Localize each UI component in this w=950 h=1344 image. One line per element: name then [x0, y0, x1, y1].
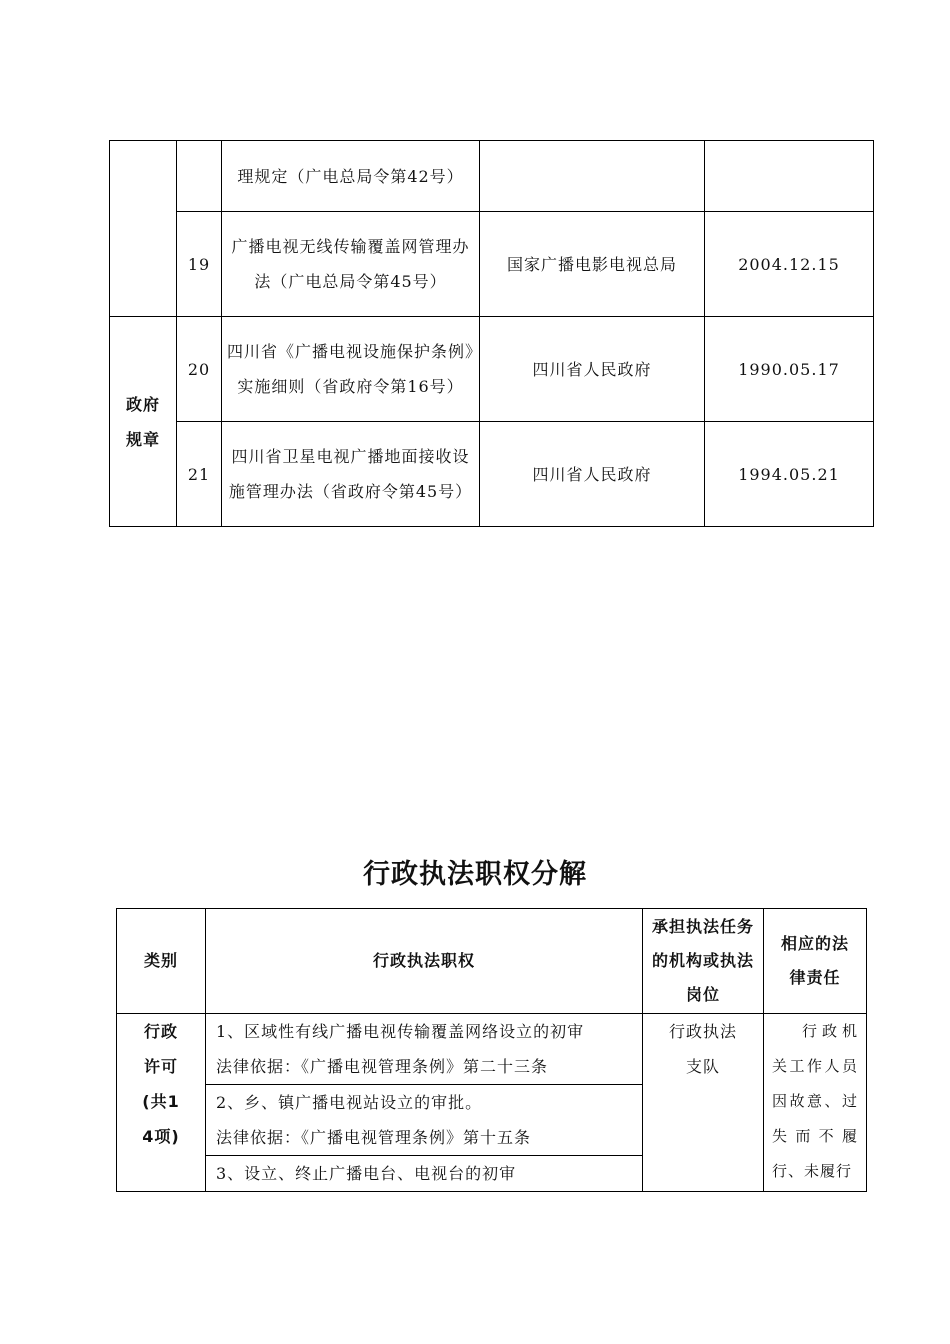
section-title: 行政执法职权分解 [363, 859, 587, 890]
issuer: 四川省人民政府 [480, 422, 705, 527]
issuer: 国家广播电影电视总局 [480, 212, 705, 317]
header-category: 类别 [117, 909, 206, 1014]
regulation-name: 广播电视无线传输覆盖网管理办法（广电总局令第45号） [222, 212, 480, 317]
table-row [110, 422, 874, 527]
power-item-title: 2、乡、镇广播电视站设立的审批。 [216, 1093, 483, 1112]
powers-table [116, 908, 867, 1192]
issue-date: 2004.12.15 [705, 212, 874, 317]
header-liability-label: 相应的法律责任 [780, 934, 849, 987]
row-number: 19 [177, 212, 222, 317]
power-item-title: 1、区域性有线广播电视传输覆盖网络设立的初审 [216, 1022, 585, 1041]
header-power: 行政执法职权 [206, 909, 643, 1014]
issuer [480, 141, 705, 212]
regulation-name: 四川省《广播电视设施保护条例》实施细则（省政府令第16号） [222, 317, 480, 422]
power-item-title: 3、设立、终止广播电台、电视台的初审 [216, 1164, 517, 1183]
row-number: 20 [177, 317, 222, 422]
power-item [206, 1014, 643, 1085]
issue-date: 1990.05.17 [705, 317, 874, 422]
liability-cell [764, 1014, 867, 1192]
issue-date: 1994.05.21 [705, 422, 874, 527]
category-cell-dept [110, 141, 177, 317]
table-row [110, 212, 874, 317]
header-org-label: 承担执法任务的机构或执法岗位 [651, 917, 754, 1004]
category-label: 行政许可(共14项) [142, 1022, 180, 1146]
category-cell-gov [110, 317, 177, 527]
liability-text: 行政机关工作人员因故意、过失而不履行、未履行 [772, 1022, 858, 1180]
header-org [643, 909, 764, 1014]
category-cell [117, 1014, 206, 1192]
org-cell [643, 1014, 764, 1192]
table-row [110, 141, 874, 212]
power-item-basis: 法律依据：《广播电视管理条例》第十五条 [216, 1128, 532, 1147]
regulation-name: 理规定（广电总局令第42号） [222, 141, 480, 212]
power-item [206, 1085, 643, 1156]
regulations-table [109, 140, 874, 527]
table-row [110, 317, 874, 422]
issuer: 四川省人民政府 [480, 317, 705, 422]
row-number [177, 141, 222, 212]
power-item-basis: 法律依据：《广播电视管理条例》第二十三条 [216, 1057, 549, 1076]
row-number: 21 [177, 422, 222, 527]
table-row [117, 1014, 867, 1085]
power-item [206, 1156, 643, 1192]
category-label: 政府规章 [125, 394, 160, 449]
regulation-name: 四川省卫星电视广播地面接收设施管理办法（省政府令第45号） [222, 422, 480, 527]
header-row [117, 909, 867, 1014]
issue-date [705, 141, 874, 212]
header-liability [764, 909, 867, 1014]
org-label: 行政执法支队 [668, 1022, 737, 1076]
